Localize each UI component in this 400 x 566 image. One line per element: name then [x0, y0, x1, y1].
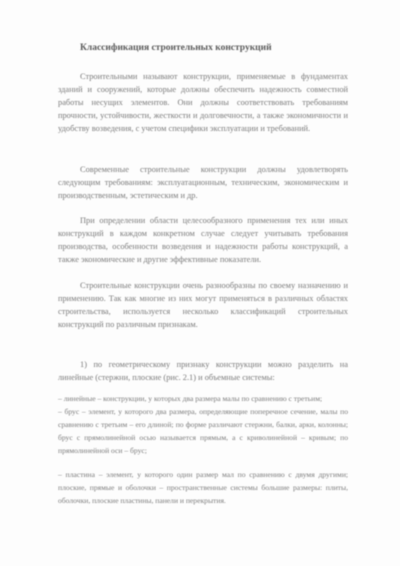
list-item: – пластина – элемент, у которого один размер мал по сравнению с двумя другими; плоские, прямые и оболочки – пространственные системы большие размеры: плиты, оболочки, плоские пластины, панели и перекрытия. — [58, 470, 348, 505]
paragraph: Строительными называют конструкции, применяемые в фундаментах зданий и сооружений, которые должны обеспечить надежность совместной работы несущих элементов. Они должны соответствовать требованиям прочности, устойчивости, жесткости и долговечности, а также экономичности и удобству возведения, с учетом специфики эксплуатации и требований. — [58, 72, 348, 133]
list-item: – брус – элемент, у которого два размера, определяющие поперечное сечение, малы по сравнению с третьим – его длиной; по форме различают стержни, балки, арки, колонны; брус с прямолинейной осью называется прямым, а с криволинейной – кривым; по прямолинейной оси – брус; — [58, 407, 348, 455]
list-item: – линейные – конструкции, у которых два размера малы по сравнению с третьим; — [58, 394, 323, 403]
paragraph: Строительные конструкции очень разнообразны по своему назначению и применению. Так как многие из них могут применяться в различных областях строительства, используется несколько классификаций строительных конструкций по различным признакам. — [58, 281, 348, 329]
document-title: Классификация строительных конструкций — [80, 43, 272, 53]
paragraph: 1) по геометрическому признаку конструкции можно разделить на линейные (стержни, плоские (рис. 2.1) и объемные системы: — [58, 360, 348, 382]
paragraph: При определении области целесообразного применения тех или иных конструкций в каждом конкретном случае следует учитывать требования производства, особенности возведения и надежности работы конструкций, а также экономические и другие эффективные показатели. — [58, 216, 348, 264]
paragraph: Современные строительные конструкции должны удовлетворять следующим требованиям: эксплуатационным, техническим, экономическим и производственным, эстетическим и др. — [58, 165, 348, 200]
